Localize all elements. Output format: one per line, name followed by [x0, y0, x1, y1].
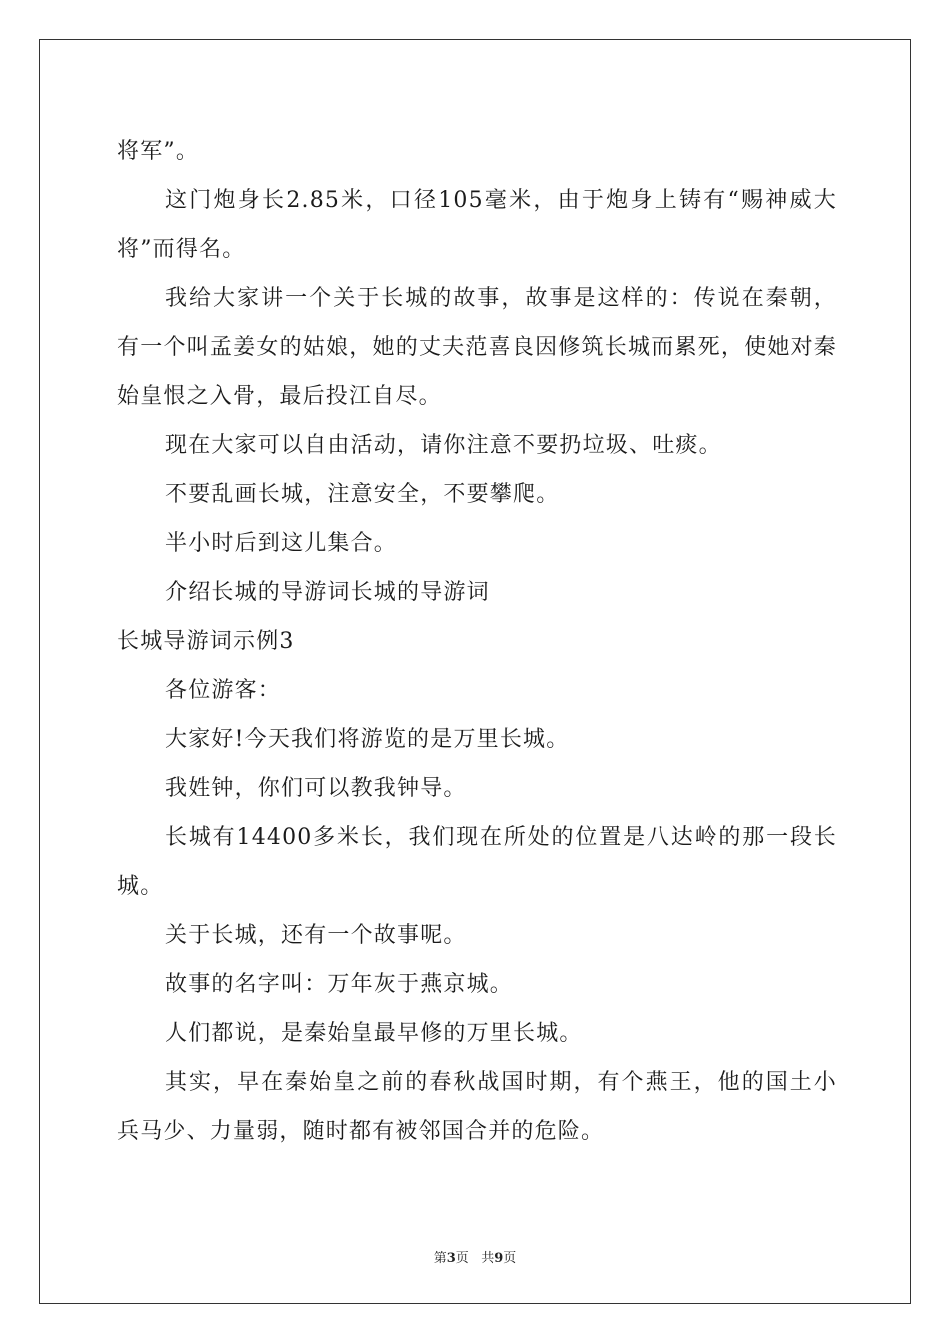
- paragraph: 不要乱画长城，注意安全，不要攀爬。: [165, 482, 560, 507]
- paragraph: 将军”。: [117, 139, 200, 164]
- paragraph: 故事的名字叫：万年灰于燕京城。: [165, 972, 514, 997]
- page-footer: [0, 1247, 950, 1266]
- page-prefix: 第: [433, 1251, 447, 1266]
- paragraph: 我给大家讲一个关于长城的故事，故事是这样的：传说在秦朝，有一个叫孟姜女的姑娘，她的丈夫范喜良因修筑长城而累死，使她对秦始皇恨之入骨，最后投江自尽。: [117, 286, 837, 409]
- paragraph: 半小时后到这儿集合。: [165, 531, 398, 556]
- paragraph: 介绍长城的导游词长城的导游词: [165, 580, 490, 605]
- document-body: [117, 127, 837, 1156]
- page-suffix: 页: [455, 1251, 469, 1266]
- paragraph: 长城有14400多米长，我们现在所处的位置是八达岭的那一段长城。: [117, 825, 837, 899]
- paragraph: 大家好!今天我们将游览的是万里长城。: [165, 727, 570, 752]
- paragraph: 我姓钟，你们可以教我钟导。: [165, 776, 467, 801]
- paragraph: 各位游客：: [165, 678, 282, 703]
- page-number: 3: [446, 1251, 456, 1266]
- total-pages: 9: [494, 1251, 504, 1266]
- paragraph: 人们都说，是秦始皇最早修的万里长城。: [165, 1021, 583, 1046]
- total-suffix: 页: [503, 1251, 517, 1266]
- paragraph: 其实，早在秦始皇之前的春秋战国时期，有个燕王，他的国土小兵马少、力量弱，随时都有被邻国合并的危险。: [117, 1070, 837, 1144]
- paragraph: 现在大家可以自由活动，请你注意不要扔垃圾、吐痰。: [165, 433, 722, 458]
- total-prefix: 共: [481, 1251, 495, 1266]
- section-heading: 长城导游词示例3: [117, 629, 295, 654]
- paragraph: 关于长城，还有一个故事呢。: [165, 923, 467, 948]
- paragraph: 这门炮身长2.85米，口径105毫米，由于炮身上铸有“赐神威大将”而得名。: [117, 188, 837, 262]
